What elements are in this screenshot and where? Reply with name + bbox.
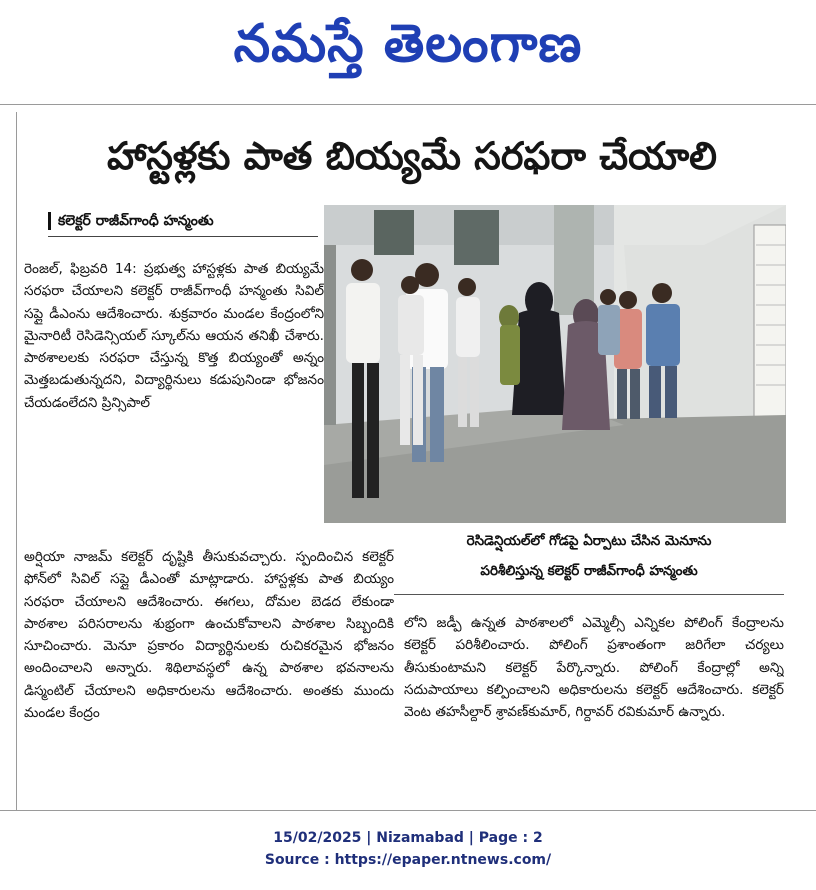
article-body-column-3: లోని జడ్పీ ఉన్నత పాఠశాలలో ఎమ్మెల్సీ ఎన్నికల పోలింగ్ కేంద్రాలను కలెక్టర్ పరిశీలించారు. పోలింగ్ ప్రశాంతంగా జరిగేలా చర్యలు తీసుకుంటామని కలెక్టర్ పేర్కొన్నారు. పోలింగ్ కేంద్రాల్లో అన్ని సదుపాయాలు కల్పించాలని అధికారులను కలెక్టర్ ఆదేశించారు. కలెక్టర్ వెంట తహసీల్దార్ శ్రావణ్‌కుమార్, గిర్దావర్ రవికుమార్ ఉన్నారు. [404, 615, 784, 721]
article-border-left [16, 112, 17, 810]
masthead-divider [0, 104, 816, 105]
source-link: Source : https://epaper.ntnews.com/ [264, 852, 552, 868]
footer-divider [0, 810, 816, 811]
caption-line-2: పరిశీలిస్తున్న కలెక్టర్ రాజీవ్‌గాంధీ హన్మంతు [480, 563, 698, 579]
article-body-column-2: అర్షియా నాజమ్ కలెక్టర్ దృష్టికి తీసుకువచ్చారు. స్పందించిన కలెక్టర్ ఫోన్‌లో సివిల్ సప్లై డీఎంతో మాట్లాడారు. హాస్టళ్లకు పాత బియ్యం సరఫరా చేయాలని ఆదేశించారు. ఈగలు, దోమల బెడద లేకుండా పాఠశాల పరిసరాలను శుభ్రంగా ఉంచుకోవాలని పాఠశాల సిబ్బందికి సూచించారు. మెనూ ప్రకారం విద్యార్థినులకు రుచికరమైన భోజనం అందించాలని అన్నారు. శిథిలావస్థలో ఉన్న పాఠశాల భవనాలను డిస్మంటిల్ చేయాలని అధికారులను ఆదేశించారు. అంతకు ముందు మండల కేంద్రం [24, 549, 394, 722]
byline-box [48, 208, 318, 237]
masthead-logo: నమస్తే తెలంగాణ [233, 13, 583, 74]
byline-marker [48, 212, 51, 230]
article-headline: హాస్టళ్లకు పాత బియ్యమే సరఫరా చేయాలి [106, 134, 718, 178]
photo-caption [394, 528, 784, 595]
edition-info: 15/02/2025 | Nizamabad | Page : 2 [273, 830, 543, 846]
article-byline: కలెక్టర్ రాజీవ్‌గాంధీ హన్మంతు [58, 213, 214, 229]
masthead [0, 0, 816, 96]
article-body-column-1: రెంజల్, ఫిబ్రవరి 14: ప్రభుత్వ హాస్టళ్లకు పాత బియ్యమే సరఫరా చేయాలని కలెక్టర్ రాజీవ్‌గాంధీ హన్మంతు సివిల్ సప్లై డీఎంను ఆదేశించారు. శుక్రవారం మండల కేంద్రంలోని మైనారిటీ రెసిడెన్సియల్ స్కూల్‌ను ఆయన తనిఖీ చేశారు. పాఠశాలలకు సరఫరా చేస్తున్న కొత్త బియ్యంతో అన్నం మెత్తబడుతున్నదని, విద్యార్థినులు కడుపునిండా భోజనం చేయడంలేదని ప్రిన్సిపాల్ [24, 261, 324, 411]
photo-illustration [324, 205, 786, 523]
caption-line-1: రెసిడెన్షియల్‌లో గోడపై ఏర్పాటు చేసిన మెనూను [466, 533, 712, 549]
article-photo [324, 205, 786, 523]
